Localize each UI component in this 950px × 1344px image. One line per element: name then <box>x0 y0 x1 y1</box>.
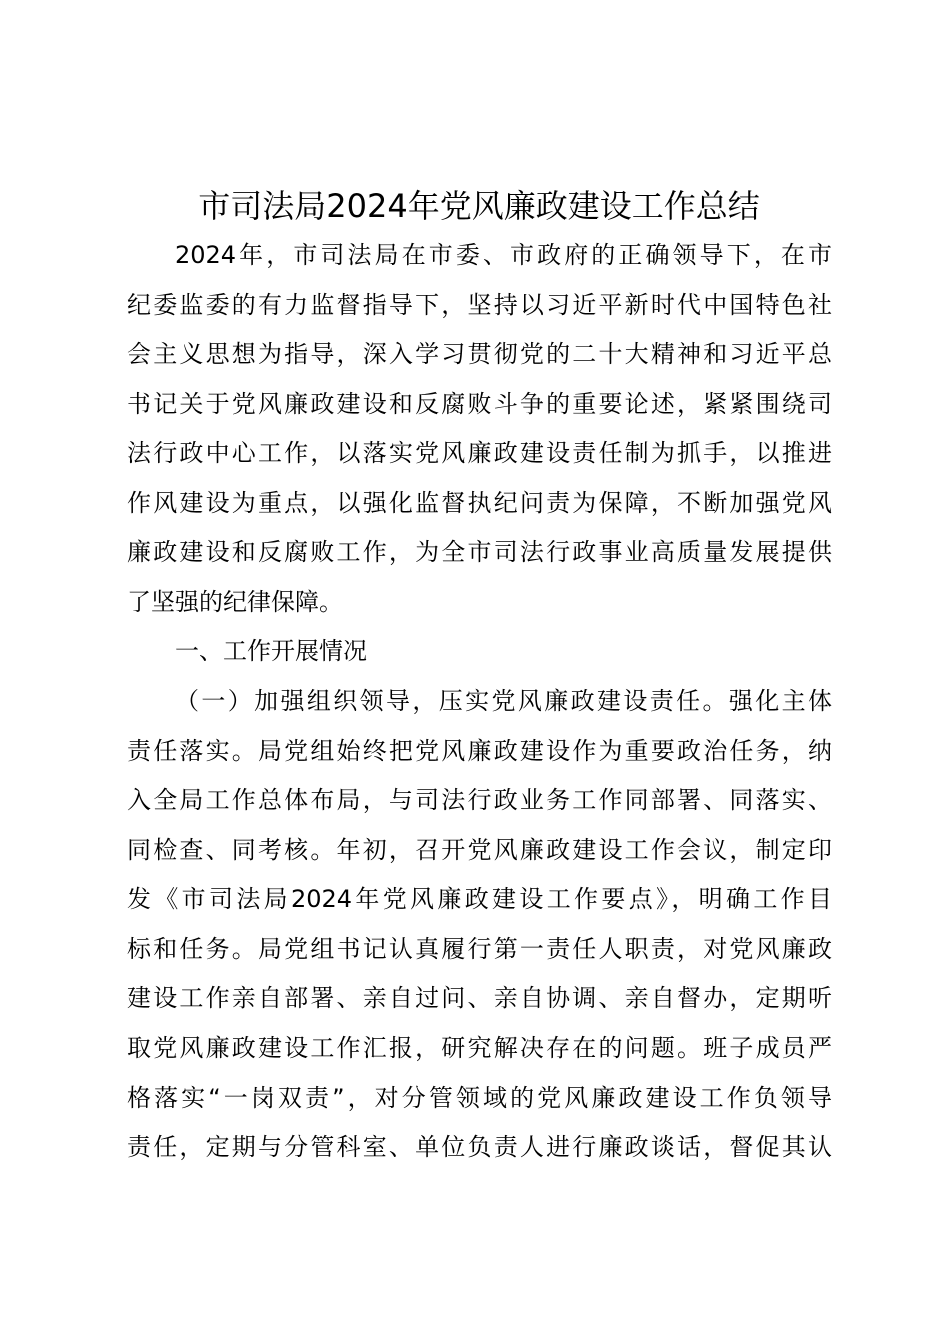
paragraph-2-line-5: 发《市司法局2024年党风廉政建设工作要点》，明确工作目 <box>127 885 832 913</box>
paragraph-1-line-2: 纪委监委的有力监督指导下，坚持以习近平新时代中国特色社 <box>127 291 832 319</box>
paragraph-1-line-3: 会主义思想为指导，深入学习贯彻党的二十大精神和习近平总 <box>127 340 832 368</box>
paragraph-1-line-1: 2024年，市司法局在市委、市政府的正确领导下，在市 <box>175 241 832 269</box>
paragraph-2-line-8: 取党风廉政建设工作汇报，研究解决存在的问题。班子成员严 <box>127 1034 832 1062</box>
paragraph-2-line-10: 责任，定期与分管科室、单位负责人进行廉政谈话，督促其认 <box>127 1133 832 1161</box>
paragraph-2-line-1: （一）加强组织领导，压实党风廉政建设责任。强化主体 <box>175 687 832 715</box>
paragraph-1-line-7: 廉政建设和反腐败工作，为全市司法行政事业高质量发展提供 <box>127 538 832 566</box>
paragraph-2-line-6: 标和任务。局党组书记认真履行第一责任人职责，对党风廉政 <box>127 935 832 963</box>
paragraph-2-line-9: 格落实“一岗双责”，对分管领域的党风廉政建设工作负领导 <box>127 1084 832 1112</box>
document-title: 市司法局2024年党风廉政建设工作总结 <box>198 187 760 225</box>
paragraph-1-line-4: 书记关于党风廉政建设和反腐败斗争的重要论述，紧紧围绕司 <box>127 390 832 418</box>
paragraph-1-line-6: 作风建设为重点，以强化监督执纪问责为保障，不断加强党风 <box>127 489 832 517</box>
paragraph-2-line-3: 入全局工作总体布局，与司法行政业务工作同部署、同落实、 <box>127 786 832 814</box>
paragraph-2-line-4: 同检查、同考核。年初，召开党风廉政建设工作会议，制定印 <box>127 836 832 864</box>
paragraph-2-line-2: 责任落实。局党组始终把党风廉政建设作为重要政治任务，纳 <box>127 737 832 765</box>
paragraph-2-line-7: 建设工作亲自部署、亲自过问、亲自协调、亲自督办，定期听 <box>127 984 832 1012</box>
paragraph-1-line-8: 了坚强的纪律保障。 <box>127 588 343 616</box>
section-heading: 一、工作开展情况 <box>175 637 367 665</box>
paragraph-1-line-5: 法行政中心工作，以落实党风廉政建设责任制为抓手，以推进 <box>127 439 832 467</box>
